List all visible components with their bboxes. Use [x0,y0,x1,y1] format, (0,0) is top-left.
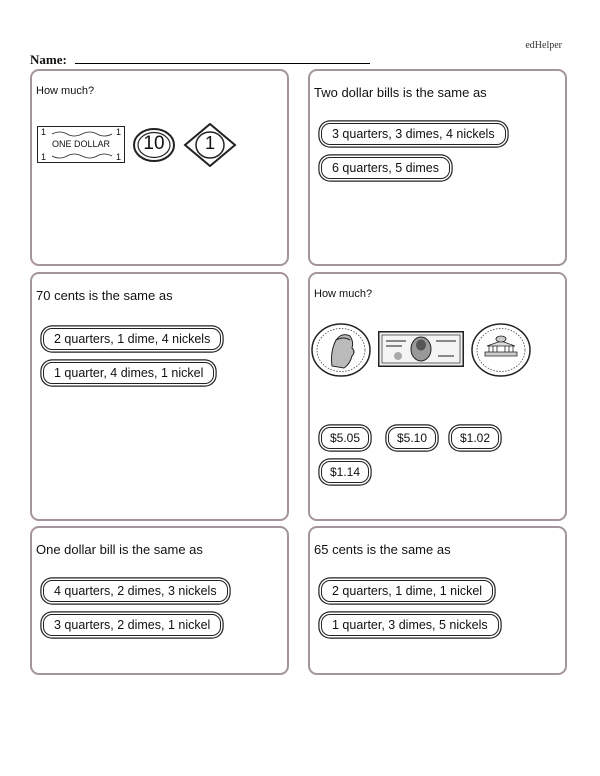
question-panel-3 [30,272,289,521]
bill-corner: 1 [115,127,121,137]
dime-coin-icon [132,127,176,163]
question-prompt: How much? [314,288,373,300]
answer-choice[interactable]: 6 quarters, 5 dimes [321,157,450,179]
answer-choice[interactable]: 1 quarter, 3 dimes, 5 nickels [321,614,499,636]
coin-value: 1 [204,133,215,153]
bill-text: ONE DOLLAR [51,139,111,149]
penny-coin-icon [183,123,237,167]
question-panel-6 [308,526,567,675]
bill-corner: 1 [115,152,121,162]
answer-choice[interactable]: 2 quarters, 1 dime, 1 nickel [321,580,493,602]
ornament-icon [52,153,112,160]
question-panel-2 [308,69,567,266]
bill-corner: 1 [41,152,47,162]
answer-choice[interactable]: 3 quarters, 3 dimes, 4 nickels [321,123,506,145]
answer-choice[interactable]: 1 quarter, 4 dimes, 1 nickel [43,362,214,384]
five-dollar-bill-icon [378,331,464,367]
question-panel-4 [308,272,567,521]
answer-choice[interactable]: 2 quarters, 1 dime, 4 nickels [43,328,221,350]
answer-choice[interactable]: $5.05 [321,427,369,449]
question-prompt: Two dollar bills is the same as [314,85,487,100]
nickel-coin-icon [310,322,372,378]
question-prompt: 70 cents is the same as [36,288,173,303]
question-panel-5 [30,526,289,675]
name-label: Name: [30,52,67,67]
question-prompt: How much? [36,85,95,97]
brand-label: edHelper [525,40,562,51]
answer-choice[interactable]: $1.02 [451,427,499,449]
answer-choice[interactable]: 4 quarters, 2 dimes, 3 nickels [43,580,228,602]
one-dollar-bill-icon [37,126,125,163]
question-prompt: 65 cents is the same as [314,542,451,557]
answer-choice[interactable]: $5.10 [388,427,436,449]
answer-choice[interactable]: 3 quarters, 2 dimes, 1 nickel [43,614,221,636]
coin-value: 10 [143,133,165,154]
bill-corner: 1 [41,127,47,137]
nickel-coin-icon [470,322,532,378]
question-panel-1 [30,69,289,266]
name-input-line[interactable] [75,63,370,64]
answer-choice[interactable]: $1.14 [321,461,369,483]
question-prompt: One dollar bill is the same as [36,542,203,557]
ornament-icon [52,130,112,137]
